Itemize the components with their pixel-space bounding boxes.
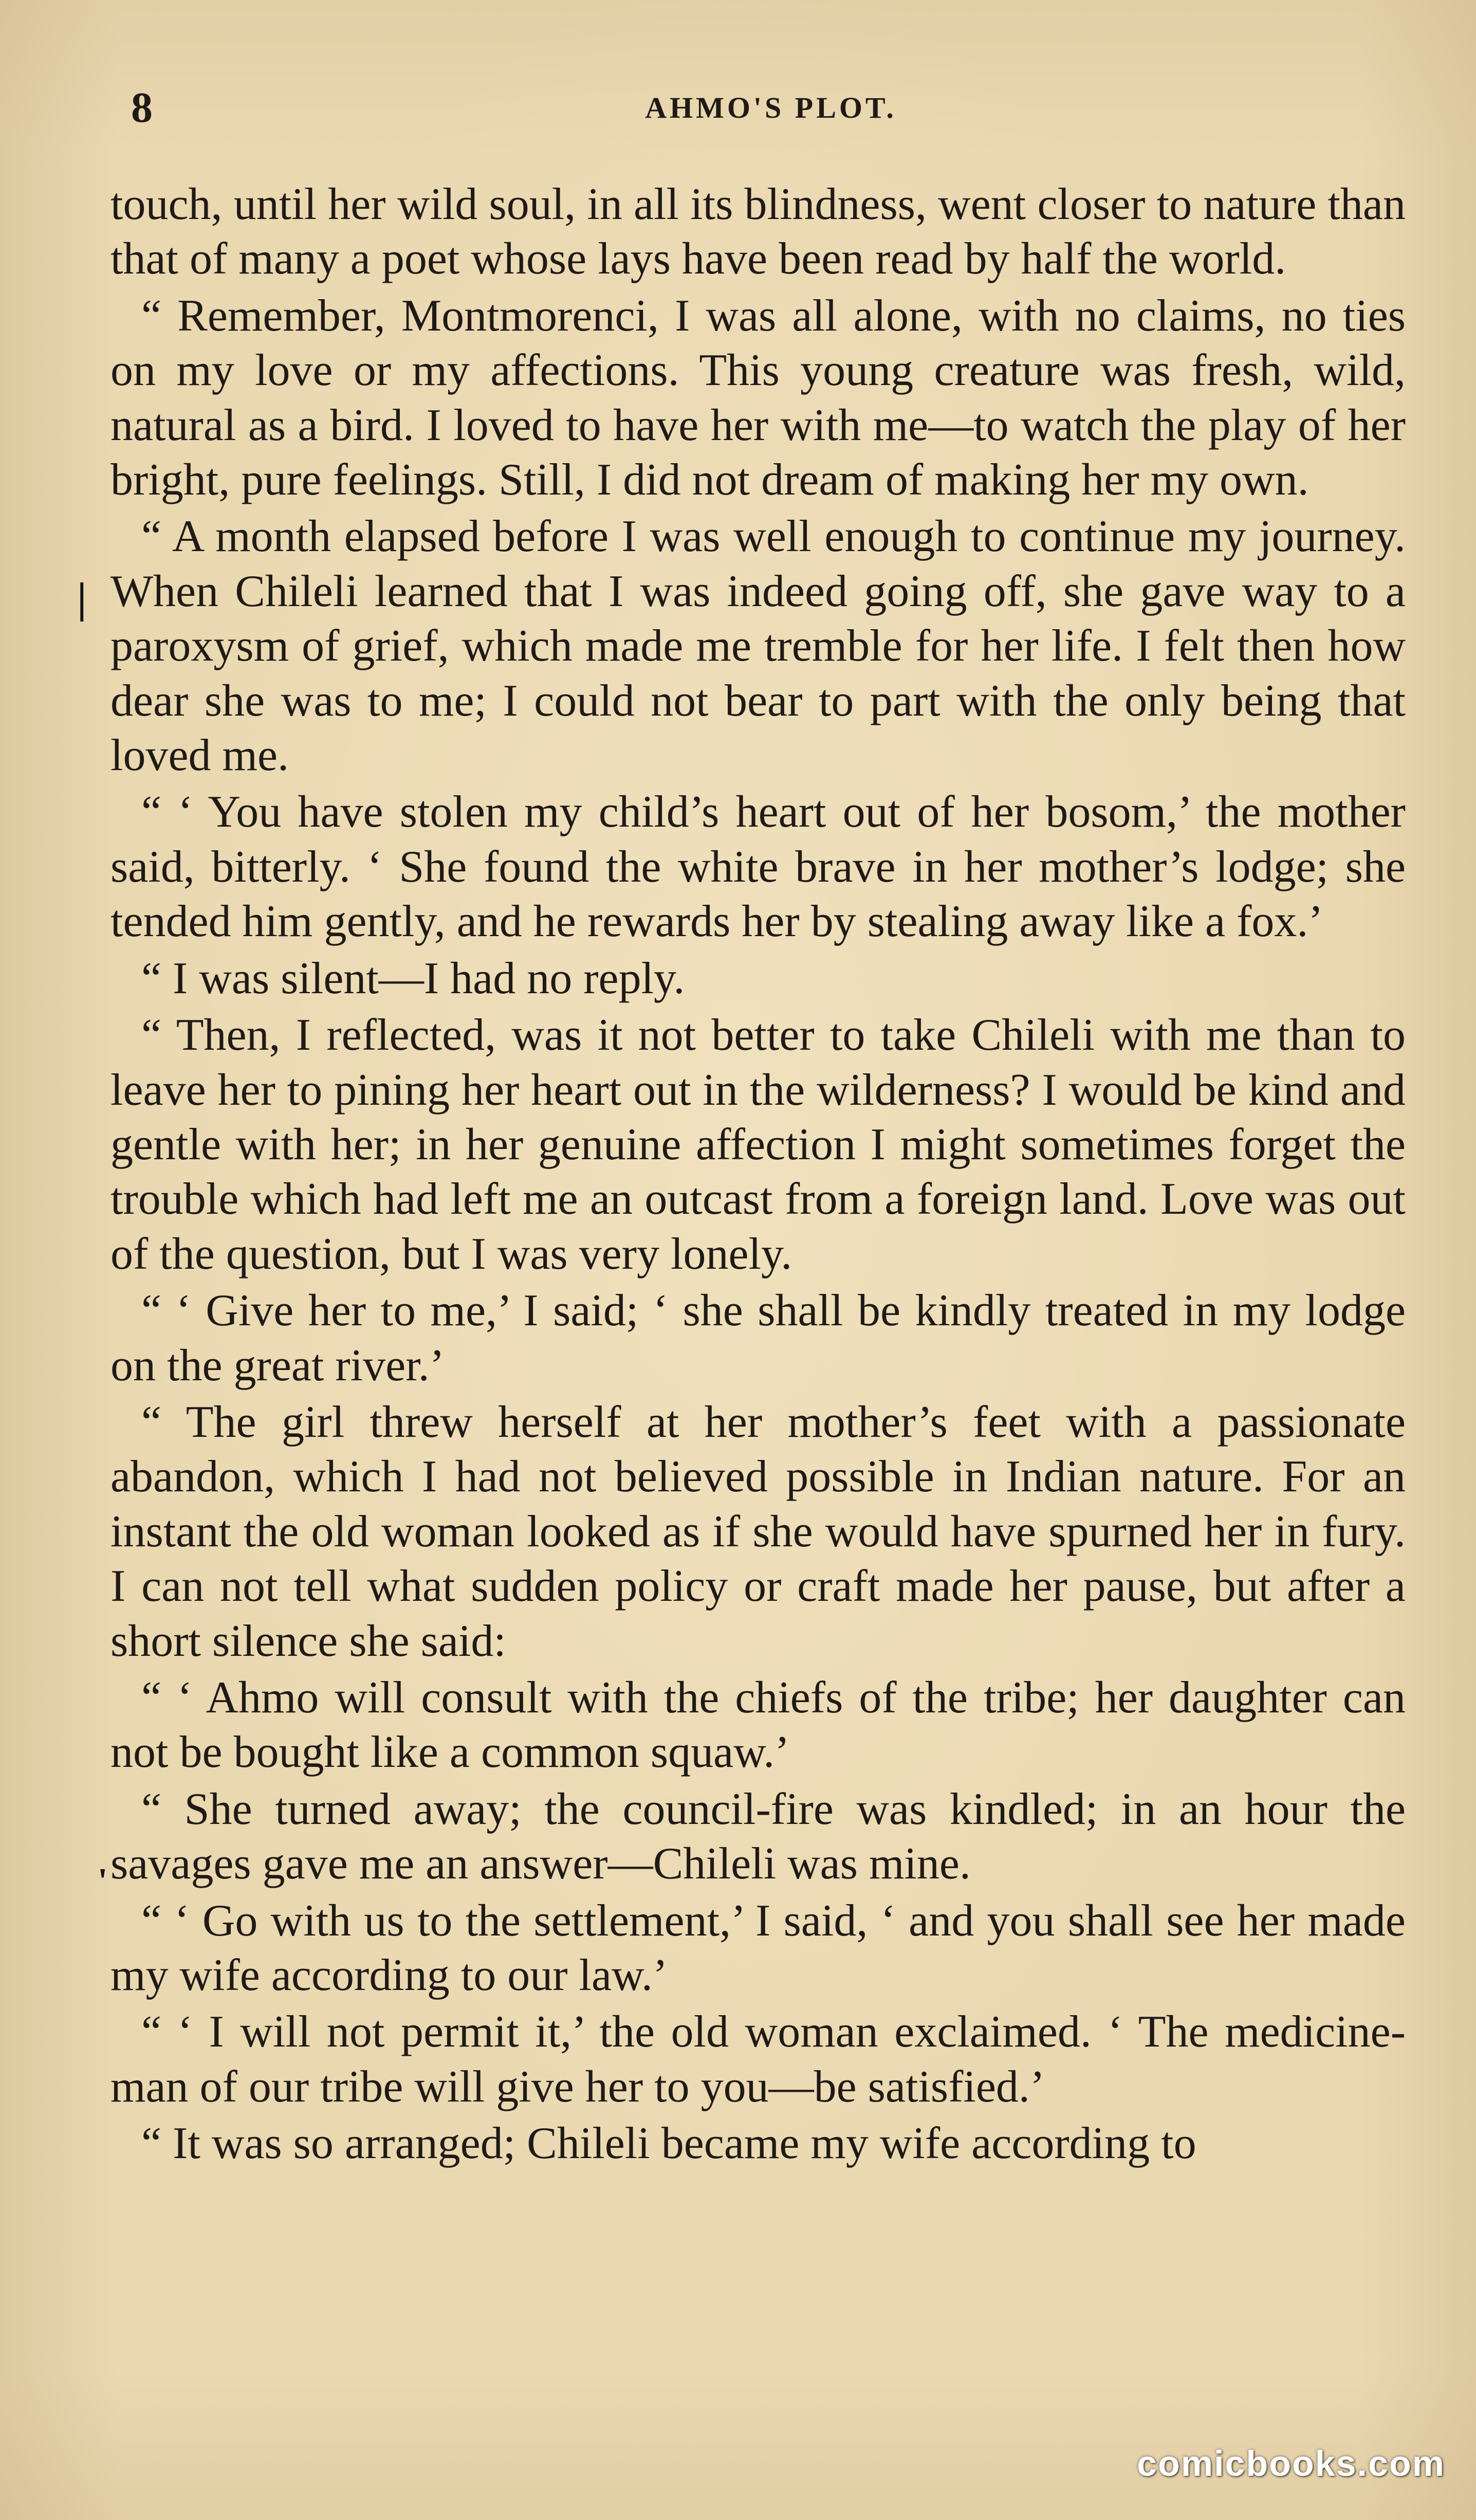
paragraph: touch, until her wild soul, in all its blindness, went closer to nature than that of many a poet whose lays have been read by half the world.: [110, 179, 1406, 284]
paragraph: “ I was silent—I had no reply.: [141, 953, 685, 1003]
paragraph: “ ‘ Give her to me,’ I said; ‘ she shall be kindly treated in my lodge on the great river.’: [110, 1286, 1406, 1391]
paragraph: “ ‘ I will not permit it,’ the old woman exclaimed. ‘ The medicine-man of our tribe will give her to you—be satisfied.’: [110, 2007, 1406, 2112]
paragraph: “ It was so arranged; Chileli became my wife according to: [141, 2119, 1196, 2169]
paragraph: “ Remember, Montmorenci, I was all alone, with no claims, no ties on my love or my affections. This young creature was fresh, wild, natural as a bird. I loved to have her with me—to watch the play of her bright, pure feelings. Still, I did not dream of making her my own.: [110, 290, 1406, 505]
paragraph: “ ‘ Ahmo will consult with the chiefs of the tribe; her daughter can not be bought like a common squaw.’: [110, 1672, 1406, 1778]
paragraph: “ ‘ Go with us to the settlement,’ I said, ‘ and you shall see her made my wife according to our law.’: [110, 1895, 1406, 2000]
watermark-text: comicbooks.com: [1137, 2443, 1445, 2484]
page-header: [131, 77, 1411, 139]
paragraph: “ She turned away; the council-fire was kindled; in an hour the savages gave me an answer—Chileli was mine.: [110, 1784, 1406, 1889]
paragraph: “ ‘ You have stolen my child’s heart out of her bosom,’ the mother said, bitterly. ‘ She found the white brave in her mother’s lodge; she tended him gently, and he rewards her by stealing away like a fox.’: [110, 787, 1406, 947]
paragraph: “ Then, I reflected, was it not better to take Chileli with me than to leave her to pining her heart out in the wilderness? I would be kind and gentle with her; in her genuine affection I might sometimes forget the trouble which had left me an outcast from a foreign land. Love was out of the question, but I was very lonely.: [110, 1010, 1406, 1279]
page-number: 8: [131, 84, 153, 132]
paragraph: “ A month elapsed before I was well enough to continue my journey. When Chileli learned that I was indeed going off, she gave way to a paroxysm of grief, which made me tremble for her life. I felt then how dear she was to me; I could not bear to part with the only being that loved me.: [110, 512, 1406, 781]
margin-mark: |: [77, 574, 87, 622]
paragraph: “ The girl threw herself at her mother’s feet with a passionate abandon, which I had not believed possible in Indian nature. For an instant the old woman looked as if she would have spurned her in fury. I can not tell what sudden policy or craft made her pause, but after a short silence she said:: [110, 1397, 1406, 1666]
body-text: [110, 177, 1406, 2414]
margin-mark: ': [98, 1861, 108, 1901]
running-title: AHMO'S PLOT.: [645, 91, 897, 124]
